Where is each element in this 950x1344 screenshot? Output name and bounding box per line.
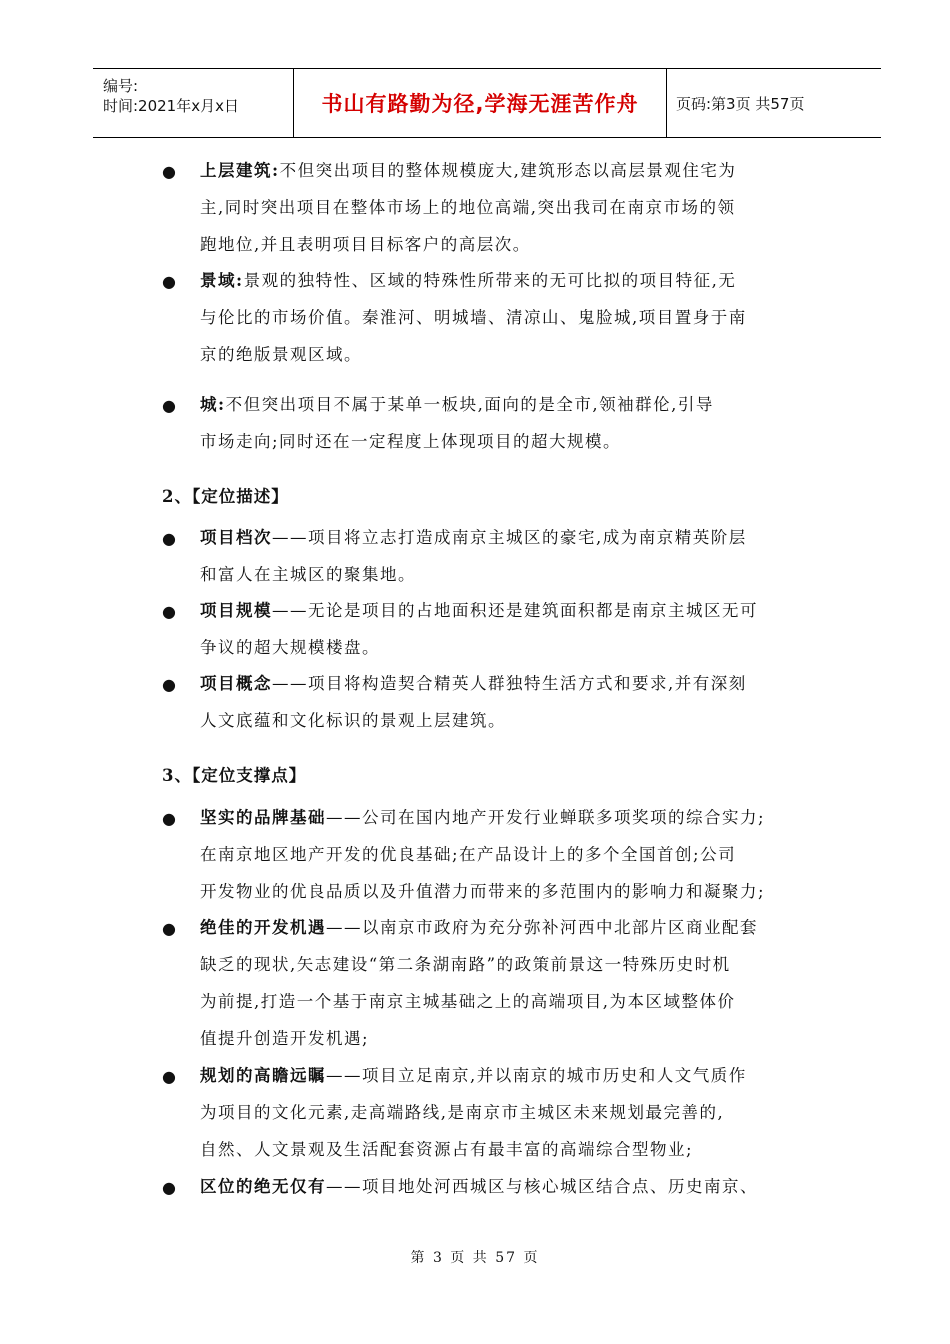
bullet-text-line: 人文底蕴和文化标识的景观上层建筑。	[200, 711, 506, 730]
bullet-text-line: 为项目的文化元素,走高端路线,是南京市主城区未来规划最完善的,	[200, 1103, 725, 1122]
number-label: 编号:	[103, 77, 139, 95]
bullet-text-line: 不但突出项目的整体规模庞大,建筑形态以高层景观住宅为	[279, 161, 737, 180]
bullet-text-line: ——项目地处河西城区与核心城区结合点、历史南京、	[326, 1177, 758, 1196]
bullet-term: 项目概念	[200, 674, 272, 693]
bullet-text-line: ——项目将构造契合精英人群独特生活方式和要求,并有深刻	[272, 674, 747, 693]
bullet-text-line: 京的绝版景观区域。	[200, 345, 362, 364]
bullet-icon: ●	[162, 809, 176, 828]
bullet-text-line: 争议的超大规模楼盘。	[200, 638, 380, 657]
bullet-icon: ●	[162, 602, 176, 621]
bullet-text-line: 和富人在主城区的聚集地。	[200, 565, 416, 584]
bullet-text-line: ——项目立足南京,并以南京的城市历史和人文气质作	[326, 1066, 747, 1085]
motto-text: 书山有路勤为径,学海无涯苦作舟	[321, 92, 639, 116]
bullet-term: 规划的高瞻远瞩	[200, 1066, 326, 1085]
bullet-text-line: 景观的独特性、区域的特殊性所带来的无可比拟的项目特征,无	[243, 271, 737, 290]
bullet-icon: ●	[162, 675, 176, 694]
section-heading-positioning: 2、【定位描述】	[162, 487, 289, 506]
bullet-item	[200, 395, 714, 415]
page-header	[93, 68, 881, 138]
section-heading-support-points: 3、【定位支撑点】	[162, 766, 307, 785]
bullet-item	[200, 808, 765, 828]
bullet-term: 项目规模	[200, 601, 272, 620]
bullet-item	[200, 918, 758, 938]
bullet-term: 城:	[200, 395, 226, 414]
bullet-item	[200, 528, 747, 548]
bullet-term: 项目档次	[200, 528, 272, 547]
bullet-icon: ●	[162, 396, 176, 415]
bullet-text-line: 市场走向;同时还在一定程度上体现项目的超大规模。	[200, 432, 622, 451]
bullet-term: 坚实的品牌基础	[200, 808, 326, 827]
bullet-icon: ●	[162, 919, 176, 938]
bullet-text-line: ——项目将立志打造成南京主城区的豪宅,成为南京精英阶层	[272, 528, 747, 547]
header-motto	[293, 69, 667, 137]
header-meta	[93, 69, 293, 137]
bullet-text-line: ——以南京市政府为充分弥补河西中北部片区商业配套	[326, 918, 758, 937]
bullet-text-line: 主,同时突出项目在整体市场上的地位高端,突出我司在南京市场的领	[200, 198, 736, 217]
bullet-item	[200, 161, 736, 181]
bullet-text-line: 值提升创造开发机遇;	[200, 1029, 370, 1048]
bullet-item	[200, 601, 758, 621]
bullet-text-line: 为前提,打造一个基于南京主城基础之上的高端项目,为本区域整体价	[200, 992, 736, 1011]
bullet-icon: ●	[162, 272, 176, 291]
bullet-term: 区位的绝无仅有	[200, 1177, 326, 1196]
bullet-item	[200, 1177, 758, 1197]
bullet-term: 绝佳的开发机遇	[200, 918, 326, 937]
bullet-text-line: 不但突出项目不属于某单一板块,面向的是全市,领袖群伦,引导	[225, 395, 714, 414]
bullet-text-line: 自然、人文景观及生活配套资源占有最丰富的高端综合型物业;	[200, 1140, 694, 1159]
bullet-text-line: 缺乏的现状,矢志建设“第二条湖南路”的政策前景这一特殊历史时机	[200, 955, 731, 974]
bullet-text-line: 与伦比的市场价值。秦淮河、明城墙、清凉山、鬼脸城,项目置身于南	[200, 308, 747, 327]
bullet-term: 上层建筑:	[200, 161, 280, 180]
bullet-item	[200, 674, 747, 694]
page-footer: 第 3 页 共 57 页	[410, 1250, 540, 1266]
bullet-text-line: ——公司在国内地产开发行业蝉联多项奖项的综合实力;	[326, 808, 766, 827]
bullet-item	[200, 271, 736, 291]
time-label: 时间:2021年x月x日	[103, 97, 239, 115]
bullet-icon: ●	[162, 1067, 176, 1086]
bullet-icon: ●	[162, 162, 176, 181]
bullet-text-line: 跑地位,并且表明项目目标客户的高层次。	[200, 235, 531, 254]
bullet-item	[200, 1066, 747, 1086]
bullet-icon: ●	[162, 1178, 176, 1197]
bullet-icon: ●	[162, 529, 176, 548]
bullet-text-line: 在南京地区地产开发的优良基础;在产品设计上的多个全国首创;公司	[200, 845, 737, 864]
bullet-term: 景域:	[200, 271, 244, 290]
bullet-text-line: ——无论是项目的占地面积还是建筑面积都是南京主城区无可	[272, 601, 758, 620]
header-page-info: 页码:第3页 共57页	[676, 94, 805, 113]
bullet-text-line: 开发物业的优良品质以及升值潜力而带来的多范围内的影响力和凝聚力;	[200, 882, 766, 901]
